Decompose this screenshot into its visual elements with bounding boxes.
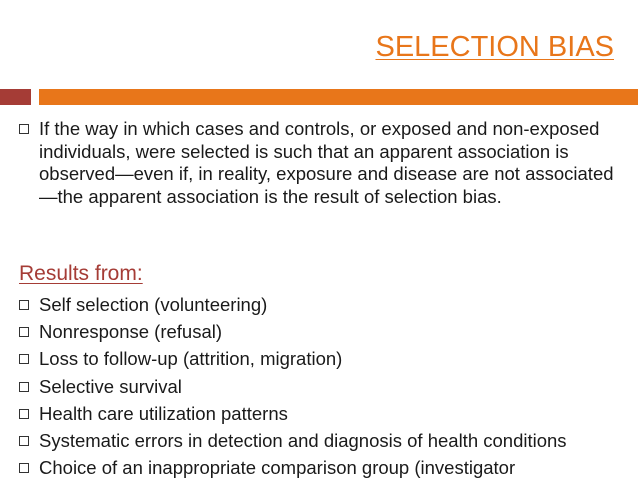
list-item bbox=[0, 403, 638, 430]
list-item bbox=[0, 457, 638, 484]
results-list bbox=[0, 294, 638, 484]
slide-title: SELECTION BIAS bbox=[375, 31, 614, 63]
square-bullet-icon bbox=[19, 463, 29, 473]
list-item bbox=[0, 376, 638, 403]
section-heading: Results from: bbox=[19, 262, 143, 285]
intro-bullet-icon bbox=[19, 124, 29, 134]
list-item bbox=[0, 348, 638, 375]
list-item-text: Loss to follow-up (attrition, migration) bbox=[39, 348, 343, 370]
square-bullet-icon bbox=[19, 327, 29, 337]
header-bar-gap bbox=[31, 89, 39, 105]
list-item-text: Self selection (volunteering) bbox=[39, 294, 268, 315]
list-item-text: Selective survival bbox=[39, 375, 182, 397]
list-item bbox=[0, 321, 638, 348]
list-item bbox=[0, 430, 638, 457]
square-bullet-icon bbox=[19, 300, 29, 310]
square-bullet-icon bbox=[19, 436, 29, 446]
intro-paragraph: If the way in which cases and controls, or exposed and non-exposed individuals, were selected is such that an apparent association is observed—even if, in reality, exposure and disease are not associated—the apparent association is the result of selection bias. bbox=[39, 118, 614, 207]
list-item bbox=[0, 294, 638, 321]
list-item-text: Systematic errors in detection and diagnosis of health conditions bbox=[39, 429, 567, 451]
square-bullet-icon bbox=[19, 354, 29, 364]
header-bar-orange-segment bbox=[39, 89, 638, 105]
list-item-text: Health care utilization patterns bbox=[39, 402, 288, 424]
list-item-text: Nonresponse (refusal) bbox=[39, 321, 223, 343]
list-item-text: Choice of an inappropriate comparison group (investigator bbox=[39, 457, 516, 479]
square-bullet-icon bbox=[19, 409, 29, 419]
square-bullet-icon bbox=[19, 382, 29, 392]
header-bar-dark-segment bbox=[0, 89, 31, 105]
